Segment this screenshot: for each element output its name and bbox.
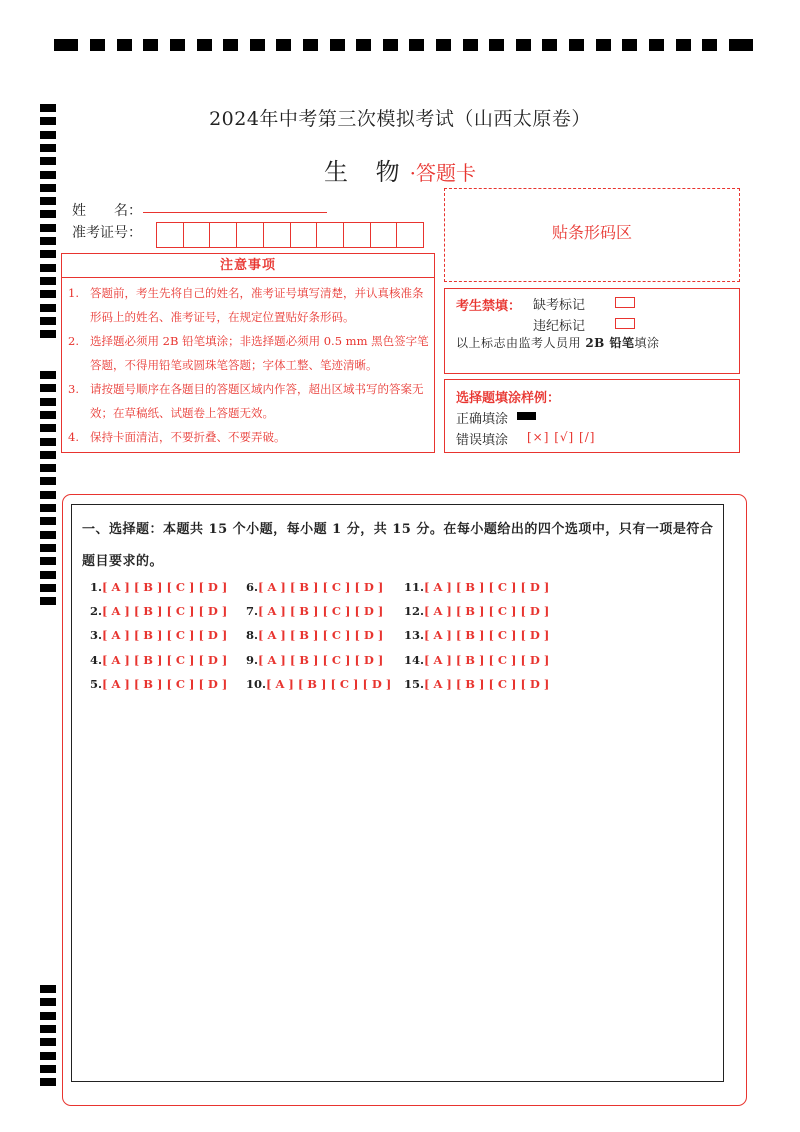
timing-mark [40,985,56,993]
timing-mark [90,39,105,51]
section1-instruction: 一、选择题：本题共 15 个小题，每小题 1 分，共 15 分。在每小题给出的四个选项中，只有一项是符合题目要求的。 [82,522,714,569]
timing-mark [40,504,56,512]
timing-mark [250,39,265,51]
wrong-fill-label: 错误填涂 [456,433,509,448]
timing-mark [409,39,424,51]
fill-sample-label: 选择题填涂样例： [456,391,561,406]
timing-mark [40,277,56,285]
name-field[interactable] [143,212,327,213]
timing-mark [40,557,56,565]
timing-mark [40,438,56,446]
correct-fill-label: 正确填涂 [456,412,509,427]
timing-mark [676,39,691,51]
timing-mark [649,39,664,51]
choice-options[interactable]: [ A ] [ B ] [ C ] [ D ] [258,580,384,594]
id-label: 准考证号： [72,225,142,241]
timing-mark [223,39,238,51]
timing-mark [436,39,451,51]
timing-mark [40,290,56,298]
question-number: 12. [404,604,425,619]
timing-mark [356,39,371,51]
timing-mark [40,477,56,485]
question-choice-row[interactable] [404,628,549,642]
question-number: 4. [90,652,103,667]
question-number: 1. [90,580,103,594]
question-choice-row[interactable] [246,580,383,594]
question-choice-row[interactable] [90,677,227,691]
forbidden-box [444,288,740,374]
timing-mark [40,1038,56,1046]
id-number-grid[interactable] [156,222,424,248]
timing-mark [40,464,56,472]
timing-mark [40,1078,56,1086]
choice-options[interactable]: [ A ] [ B ] [ C ] [ D ] [102,604,228,619]
timing-mark [40,1065,56,1073]
timing-mark [40,597,56,605]
question-number: 11. [404,580,425,594]
choice-options[interactable]: [ A ] [ B ] [ C ] [ D ] [258,604,384,619]
question-number: 5. [90,676,103,691]
timing-mark [489,39,504,51]
notice-box [61,253,435,453]
question-choice-row[interactable] [246,677,391,691]
fill-sample-box [444,379,740,453]
timing-mark [40,210,56,218]
timing-mark [40,411,56,419]
question-number: 15. [404,676,425,691]
timing-mark [40,584,56,592]
timing-mark [40,237,56,245]
card-subtitle: ·答题卡 [409,161,476,185]
timing-mark [40,1012,56,1020]
timing-mark [542,39,557,51]
question-choice-row[interactable] [404,580,549,594]
timing-mark [40,398,56,406]
timing-mark [596,39,611,51]
timing-mark [40,304,56,312]
timing-mark [40,571,56,579]
id-digit-cell[interactable] [210,223,237,247]
timing-mark [40,544,56,552]
timing-mark [383,39,398,51]
id-digit-cell[interactable] [157,223,184,247]
id-digit-cell[interactable] [344,223,371,247]
question-number: 6. [246,580,259,594]
timing-mark [40,250,56,258]
choice-options[interactable]: [ A ] [ B ] [ C ] [ D ] [102,628,228,643]
subject-name: 生 物 [324,158,410,186]
timing-mark [463,39,478,51]
timing-mark [40,264,56,272]
question-choice-row[interactable] [246,604,383,618]
timing-mark [170,39,185,51]
notice-item: 1. 答题前，考生先将自己的姓名，准考证号填写清楚，并认真核准条形码上的姓名、准考证号，在规定位置贴好条形码。 [68,286,424,324]
notice-heading: 注意事项 [62,254,434,278]
timing-mark [40,330,56,338]
choice-options[interactable]: [ A ] [ B ] [ C ] [ D ] [102,580,228,594]
timing-mark [40,424,56,432]
exam-title: 2024年中考第三次模拟考试（山西太原卷） [209,108,591,130]
timing-mark [276,39,291,51]
question-choice-row[interactable] [90,604,227,618]
timing-mark [40,197,56,205]
notice-item: 2. 选择题必须用 2B 铅笔填涂；非选择题必须用 0.5 mm 黑色签字笔答题，不得用铅笔或圆珠笔答题；字体工整、笔迹清晰。 [68,334,429,372]
id-digit-cell[interactable] [264,223,291,247]
violation-mark-box[interactable] [615,318,635,329]
question-choice-row[interactable] [246,653,383,667]
name-label: 姓 名： [72,203,142,219]
timing-mark [40,144,56,152]
choice-options[interactable]: [ A ] [ B ] [ C ] [ D ] [424,676,550,691]
timing-mark [40,517,56,525]
notice-item: 3. 请按题号顺序在各题目的答题区域内作答，超出区域书写的答案无效；在草稿纸、试题卷上答题无效。 [68,382,424,420]
forbidden-note: 以上标志由监考人员用 2B 铅笔填涂 [456,336,660,350]
timing-mark [40,371,56,379]
notice-item: 4. 保持卡面清洁，不要折叠、不要弄破。 [68,430,286,444]
timing-mark [516,39,531,51]
timing-mark [569,39,584,51]
barcode-area: 贴条形码区 [444,188,740,282]
absent-mark-label: 缺考标记 [533,298,586,313]
choice-options[interactable]: [ A ] [ B ] [ C ] [ D ] [424,628,550,643]
question-number: 3. [90,628,103,643]
timing-mark [40,531,56,539]
timing-mark [143,39,158,51]
choice-options[interactable]: [ A ] [ B ] [ C ] [ D ] [424,580,550,594]
timing-mark [40,384,56,392]
question-choice-row[interactable] [404,604,549,618]
id-digit-cell[interactable] [184,223,211,247]
question-choice-row[interactable] [90,628,227,642]
id-digit-cell[interactable] [237,223,264,247]
timing-mark [729,39,753,51]
question-choice-row[interactable] [404,653,549,667]
id-digit-cell[interactable] [397,223,423,247]
timing-mark [54,39,78,51]
timing-mark [40,1025,56,1033]
timing-mark [303,39,318,51]
timing-mark [622,39,637,51]
forbidden-label: 考生禁填： [456,299,522,314]
subject-heading [0,152,800,187]
question-choice-row[interactable] [90,653,227,667]
timing-mark [40,131,56,139]
question-number: 8. [246,628,259,643]
choice-options[interactable]: [ A ] [ B ] [ C ] [ D ] [102,652,228,667]
timing-mark [40,451,56,459]
question-number: 13. [404,628,425,643]
question-number: 2. [90,604,103,619]
violation-mark-label: 违纪标记 [533,319,586,334]
question-number: 9. [246,652,259,667]
timing-mark [197,39,212,51]
choice-options[interactable]: [ A ] [ B ] [ C ] [ D ] [424,652,550,667]
timing-mark [330,39,345,51]
timing-mark [40,224,56,232]
timing-mark [40,1052,56,1060]
choice-options[interactable]: [ A ] [ B ] [ C ] [ D ] [424,604,550,619]
id-digit-cell[interactable] [291,223,318,247]
question-number: 7. [246,604,259,619]
timing-mark [117,39,132,51]
correct-fill-example [517,412,536,420]
question-choice-row[interactable] [404,677,549,691]
id-digit-cell[interactable] [371,223,398,247]
question-choice-row[interactable] [246,628,383,642]
absent-mark-box[interactable] [615,297,635,308]
id-digit-cell[interactable] [317,223,344,247]
choice-options[interactable]: [ A ] [ B ] [ C ] [ D ] [266,676,392,691]
choice-options[interactable]: [ A ] [ B ] [ C ] [ D ] [102,676,228,691]
wrong-fill-examples: [×] [√] [/] [527,430,596,444]
timing-mark [40,998,56,1006]
question-number: 10. [246,676,267,691]
question-choice-row[interactable] [90,580,227,594]
choice-options[interactable]: [ A ] [ B ] [ C ] [ D ] [258,628,384,643]
question-number: 14. [404,652,425,667]
timing-mark [40,491,56,499]
notice-list [68,281,432,449]
choice-options[interactable]: [ A ] [ B ] [ C ] [ D ] [258,652,384,667]
timing-mark [40,317,56,325]
timing-mark [702,39,717,51]
